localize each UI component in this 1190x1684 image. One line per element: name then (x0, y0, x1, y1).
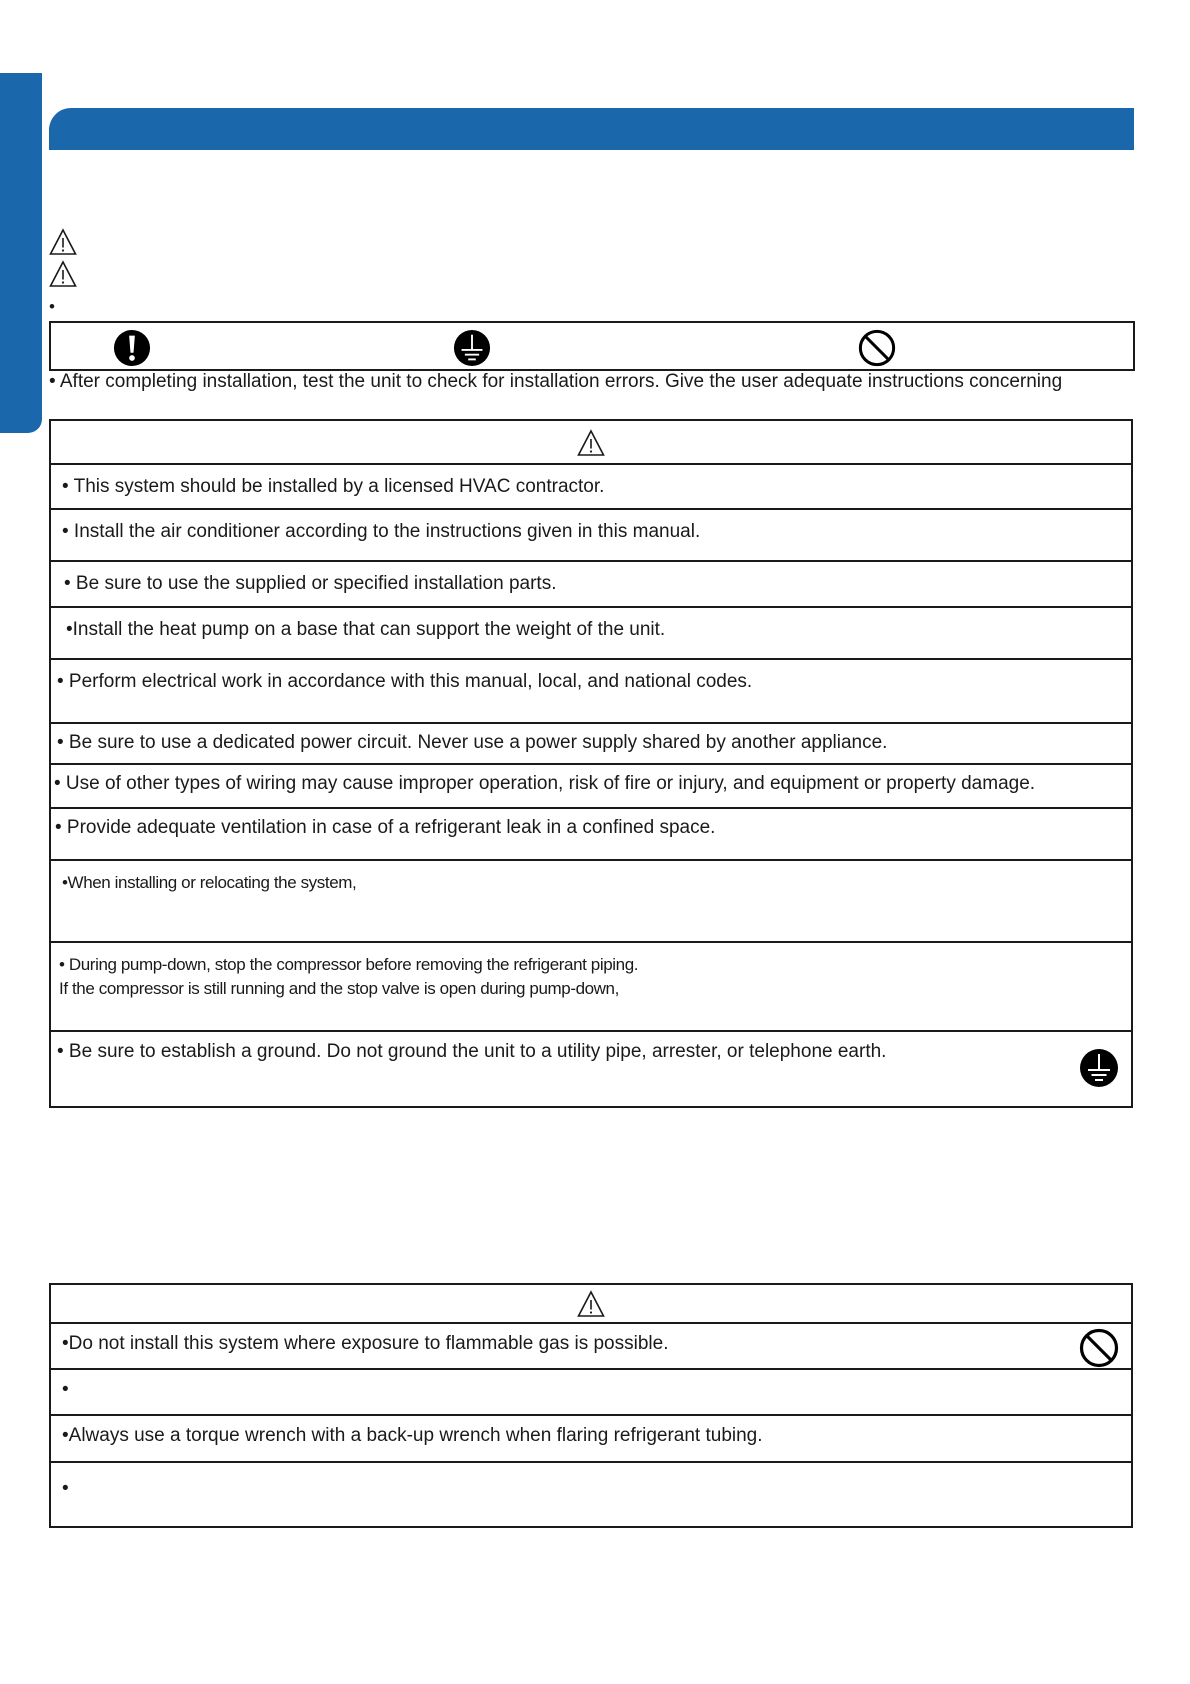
table-row: •Do not install this system where exposure to flammable gas is possible. (51, 1324, 1131, 1370)
table-row: • Use of other types of wiring may cause improper operation, risk of fire or injury, and equipment or property damage. (51, 765, 1131, 809)
after-installation-note: • After completing installation, test the unit to check for installation errors. Give the user adequate instructions concerning (49, 371, 1063, 392)
table-row: • This system should be installed by a licensed HVAC contractor. (51, 465, 1131, 510)
table-row: • (62, 1478, 69, 1499)
caution-triangle-icon (577, 1290, 605, 1318)
warning-header (51, 421, 1131, 465)
prohibition-icon (858, 329, 896, 367)
bullet: • (49, 297, 55, 316)
table-row: • Be sure to use a dedicated power circuit. Never use a power supply shared by another appliance. (51, 724, 1131, 765)
table-row: • Be sure to use the supplied or specified installation parts. (51, 562, 1131, 608)
exclamation-icon (113, 329, 151, 367)
table-row: •When installing or relocating the system, (51, 861, 1131, 943)
caution-header (51, 1285, 1131, 1324)
table-row: •Always use a torque wrench with a back-up wrench when flaring refrigerant tubing. (51, 1416, 1131, 1463)
prohibition-icon (1079, 1328, 1119, 1368)
symbol-legend (49, 321, 1135, 371)
table-row: • Install the air conditioner according to the instructions given in this manual. (51, 510, 1131, 562)
table-row: • Provide adequate ventilation in case of a refrigerant leak in a confined space. (51, 809, 1131, 861)
warning-triangle-icon (577, 429, 605, 457)
table-row: • (51, 1370, 1131, 1416)
warning-table (49, 419, 1133, 1108)
warning-triangle-icon (49, 228, 77, 256)
table-row: • Be sure to establish a ground. Do not ground the unit to a utility pipe, arrester, or telephone earth. (51, 1032, 1131, 1106)
ground-icon (453, 329, 491, 367)
table-row: • Perform electrical work in accordance with this manual, local, and national codes. (51, 660, 1131, 724)
ground-icon (1079, 1048, 1119, 1088)
header-bar (49, 108, 1134, 150)
table-row: • During pump-down, stop the compressor before removing the refrigerant piping. If the compressor is still running and the stop valve is open during pump-down, (51, 943, 1131, 1032)
caution-table (49, 1283, 1133, 1528)
table-row: •Install the heat pump on a base that can support the weight of the unit. (51, 608, 1131, 660)
side-tab (0, 73, 42, 433)
caution-triangle-icon (49, 260, 77, 288)
